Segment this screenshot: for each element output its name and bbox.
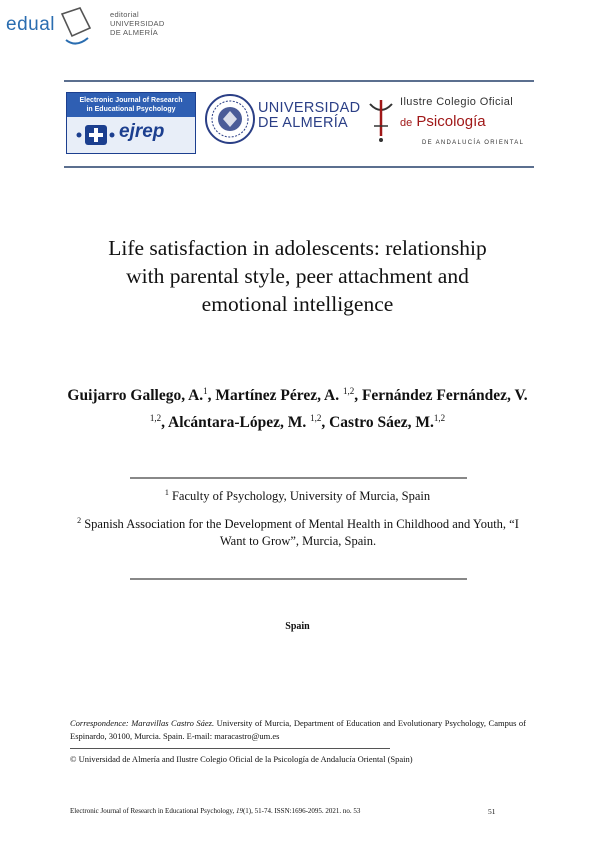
copyright: © Universidad de Almería and Ilustre Colegio Oficial de la Psicología de Andalucía Oriental (Spain) — [70, 754, 413, 764]
footnote-divider — [70, 748, 390, 749]
edual-book-icon — [58, 6, 94, 48]
psychology-college-name: Ilustre Colegio Oficial — [400, 96, 514, 108]
ejrep-wordmark: ejrep — [119, 121, 165, 142]
publisher-line: editorial — [110, 10, 139, 19]
citation-rest: (1), 51-74. ISSN:1696-2095. 2021. no. 53 — [242, 807, 361, 815]
affiliation-mark: 2 — [77, 516, 82, 525]
author-affiliation-mark: 1,2 — [310, 413, 322, 424]
author-name: , Martínez Pérez, A. — [207, 387, 343, 405]
author-affiliation-mark: 1 — [203, 386, 208, 396]
journal-citation — [70, 807, 360, 815]
title-line: emotional intelligence — [201, 292, 394, 316]
ejrep-body — [67, 117, 195, 153]
university-wordmark — [258, 101, 360, 131]
author-name: , Castro Sáez, M. — [321, 414, 434, 432]
ejrep-header-line: Electronic Journal of Research — [79, 97, 183, 104]
author-affiliation-mark: 1,2 — [433, 413, 446, 424]
ejrep-logo — [66, 92, 196, 154]
university-line: DE ALMERÍA — [258, 115, 349, 131]
psychology-region: DE ANDALUCÍA ORIENTAL — [422, 140, 525, 146]
author-name: , Fernández Fernández, V. — [354, 387, 528, 405]
correspondence-text: University of Murcia, Department of Education and Evolutionary Psychology, Campus of Espinardo, 30100, Murcia. Spain. E-mail: maracastro@um.es — [70, 718, 526, 741]
edual-brand: edual — [6, 14, 55, 35]
ejrep-header — [67, 93, 195, 117]
university-seal-icon — [204, 93, 256, 145]
paper-title — [60, 234, 535, 318]
author-name: , Alcántara-López, M. — [161, 414, 311, 432]
affiliation-1 — [64, 484, 531, 505]
citation-journal: Electronic Journal of Research in Educational Psychology, — [70, 807, 236, 815]
citation-volume: 19 — [235, 807, 243, 815]
country: Spain — [285, 621, 310, 632]
affiliation-text: Spanish Association for the Development of Mental Health in Childhood and Youth, “I Want to Grow”, Murcia, Spain. — [81, 517, 519, 549]
affiliation-mark: 1 — [164, 488, 169, 497]
author-list — [64, 380, 531, 434]
divider — [130, 578, 467, 580]
university-line: UNIVERSIDAD — [258, 100, 361, 116]
psychology-word: Psicología — [416, 113, 486, 130]
title-line: Life satisfaction in adolescents: relationship — [108, 236, 487, 260]
publisher-name — [110, 10, 165, 37]
ejrep-emblem-icon — [75, 122, 115, 148]
publisher-line: UNIVERSIDAD — [110, 19, 165, 28]
publisher-line: DE ALMERÍA — [110, 28, 159, 37]
psychology-emblem-icon — [366, 96, 396, 144]
correspondence — [70, 717, 526, 742]
affiliation-text: Faculty of Psychology, University of Murcia, Spain — [168, 489, 431, 504]
author-affiliation-mark: 1,2 — [149, 413, 162, 424]
psychology-de: de — [400, 117, 413, 129]
divider — [130, 477, 467, 479]
page-number: 51 — [488, 807, 496, 816]
ejrep-header-line: in Educational Psychology — [86, 106, 176, 113]
correspondence-label: Correspondence: Maravillas Castro Sáez. — [70, 718, 215, 728]
title-line: with parental style, peer attachment and — [126, 264, 469, 288]
author-affiliation-mark: 1,2 — [342, 386, 355, 396]
psychology-wordmark — [400, 113, 486, 130]
author-name: Guijarro Gallego, A. — [67, 387, 204, 405]
affiliation-2 — [70, 512, 526, 550]
